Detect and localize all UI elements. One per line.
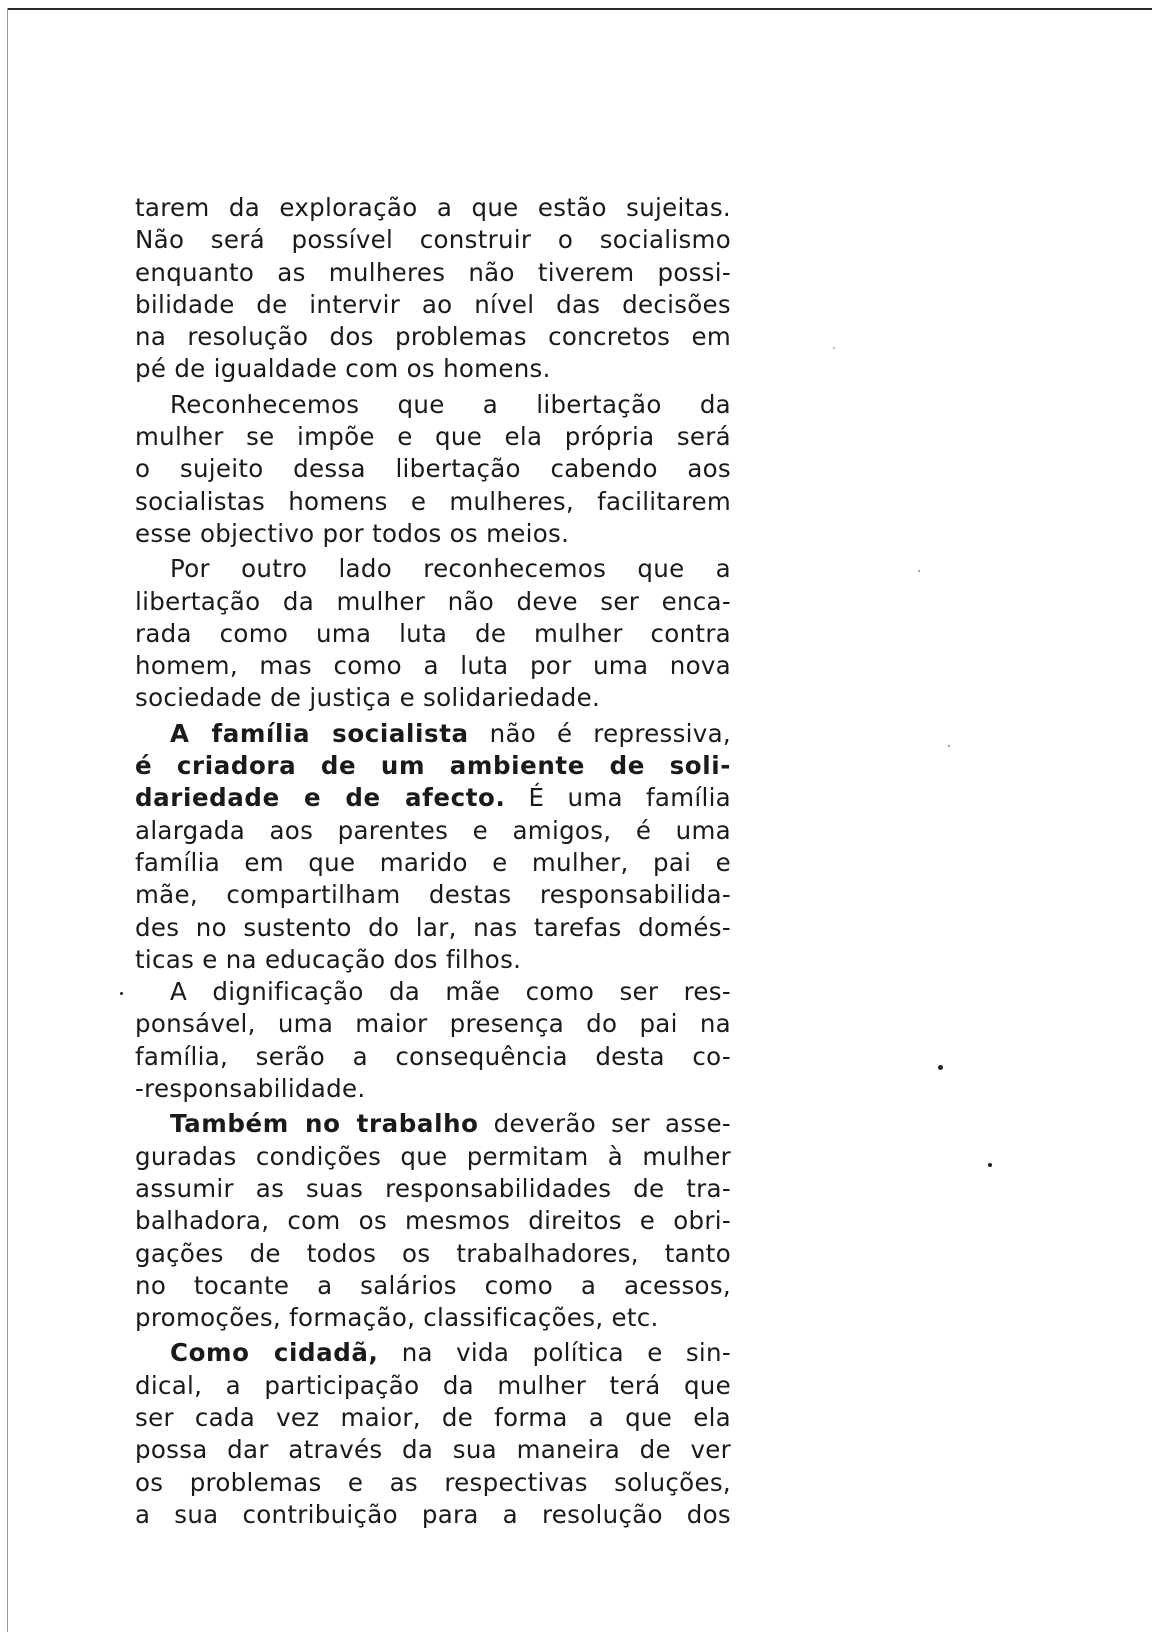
text-line: tarem da exploração a que estão sujeitas. <box>135 193 731 222</box>
text-line: na resolução dos problemas concretos em <box>135 322 731 352</box>
text-line <box>135 1337 731 1369</box>
text-line: Não será possível construir o socialismo <box>135 225 731 255</box>
bold-lead: Como cidadã, <box>170 1338 379 1368</box>
text-line: A dignificação da mãe como ser res- <box>170 977 731 1007</box>
body-text <box>135 192 731 1531</box>
scan-speck <box>948 745 950 747</box>
text-line: família, serão a consequência desta co- <box>135 1041 731 1071</box>
text-line <box>135 718 731 750</box>
text-line: o sujeito dessa libertação cabendo aos <box>135 454 731 484</box>
text-line: balhadora, com os mesmos direitos e obri- <box>135 1206 731 1236</box>
text-line: sociedade de justiça e solidariedade. <box>135 683 601 713</box>
text-line: a sua contribuição para a resolução dos <box>135 1499 731 1529</box>
text-line: ticas e na educação dos filhos. <box>135 944 522 974</box>
text-run: deverão ser asse- <box>478 1109 732 1139</box>
scan-speck <box>918 570 920 572</box>
text-line: des no sustento do lar, nas tarefas domés- <box>135 912 731 942</box>
text-line: Por outro lado reconhecemos que a <box>170 554 731 584</box>
text-line: família em que marido e mulher, pai e <box>135 847 731 877</box>
text-line: guradas condições que permitam à mulher <box>135 1141 731 1171</box>
text-line: mulher se impõe e que ela própria será <box>135 422 731 452</box>
bold-lead: Também no trabalho <box>170 1109 479 1139</box>
scan-speck <box>938 1065 943 1070</box>
text-line: homem, mas como a luta por uma nova <box>135 651 731 681</box>
text-line <box>135 782 731 814</box>
text-line: libertação da mulher não deve ser enca- <box>135 586 731 616</box>
scan-speck <box>988 1163 992 1167</box>
text-line: ponsável, uma maior presença do pai na <box>135 1009 731 1039</box>
text-line: alargada aos parentes e amigos, é uma <box>135 815 731 845</box>
text-line: socialistas homens e mulheres, facilitarem <box>135 486 731 516</box>
text-line: no tocante a salários como a acessos, <box>135 1270 731 1300</box>
text-run: não é repressiva, <box>468 718 731 748</box>
bold-lead: dariedade e de afecto. <box>135 783 506 813</box>
text-line: promoções, formação, classificações, etc. <box>135 1303 659 1333</box>
text-line <box>135 1108 731 1140</box>
text-line: pé de igualdade com os homens. <box>135 354 551 384</box>
text-run: É uma família <box>505 783 731 813</box>
text-run: na vida política e sin- <box>378 1338 731 1368</box>
text-line: os problemas e as respectivas soluções, <box>135 1467 731 1497</box>
scan-speck <box>833 347 835 349</box>
text-line: possa dar através da sua maneira de ver <box>135 1435 731 1465</box>
bold-lead: A família socialista <box>170 718 469 748</box>
text-line: assumir as suas responsabilidades de tra- <box>135 1173 731 1203</box>
text-line <box>135 750 731 782</box>
text-line: bilidade de intervir ao nível das decisões <box>135 289 731 319</box>
scan-left-border <box>7 8 8 1632</box>
text-line: ser cada vez maior, de forma a que ela <box>135 1402 731 1432</box>
text-line: dical, a participação da mulher terá que <box>135 1370 731 1400</box>
scan-top-border <box>8 8 1152 10</box>
text-line: enquanto as mulheres não tiverem possi- <box>135 257 731 287</box>
text-line: mãe, compartilham destas responsabilida- <box>135 880 731 910</box>
text-line: Reconhecemos que a libertação da <box>170 389 731 419</box>
text-line: -responsabilidade. <box>135 1074 366 1104</box>
text-line: rada como uma luta de mulher contra <box>135 618 731 648</box>
scan-speck <box>120 992 123 995</box>
bold-lead: é criadora de um ambiente de soli- <box>135 751 731 781</box>
text-line: esse objectivo por todos os meios. <box>135 518 570 548</box>
text-line: gações de todos os trabalhadores, tanto <box>135 1238 731 1268</box>
